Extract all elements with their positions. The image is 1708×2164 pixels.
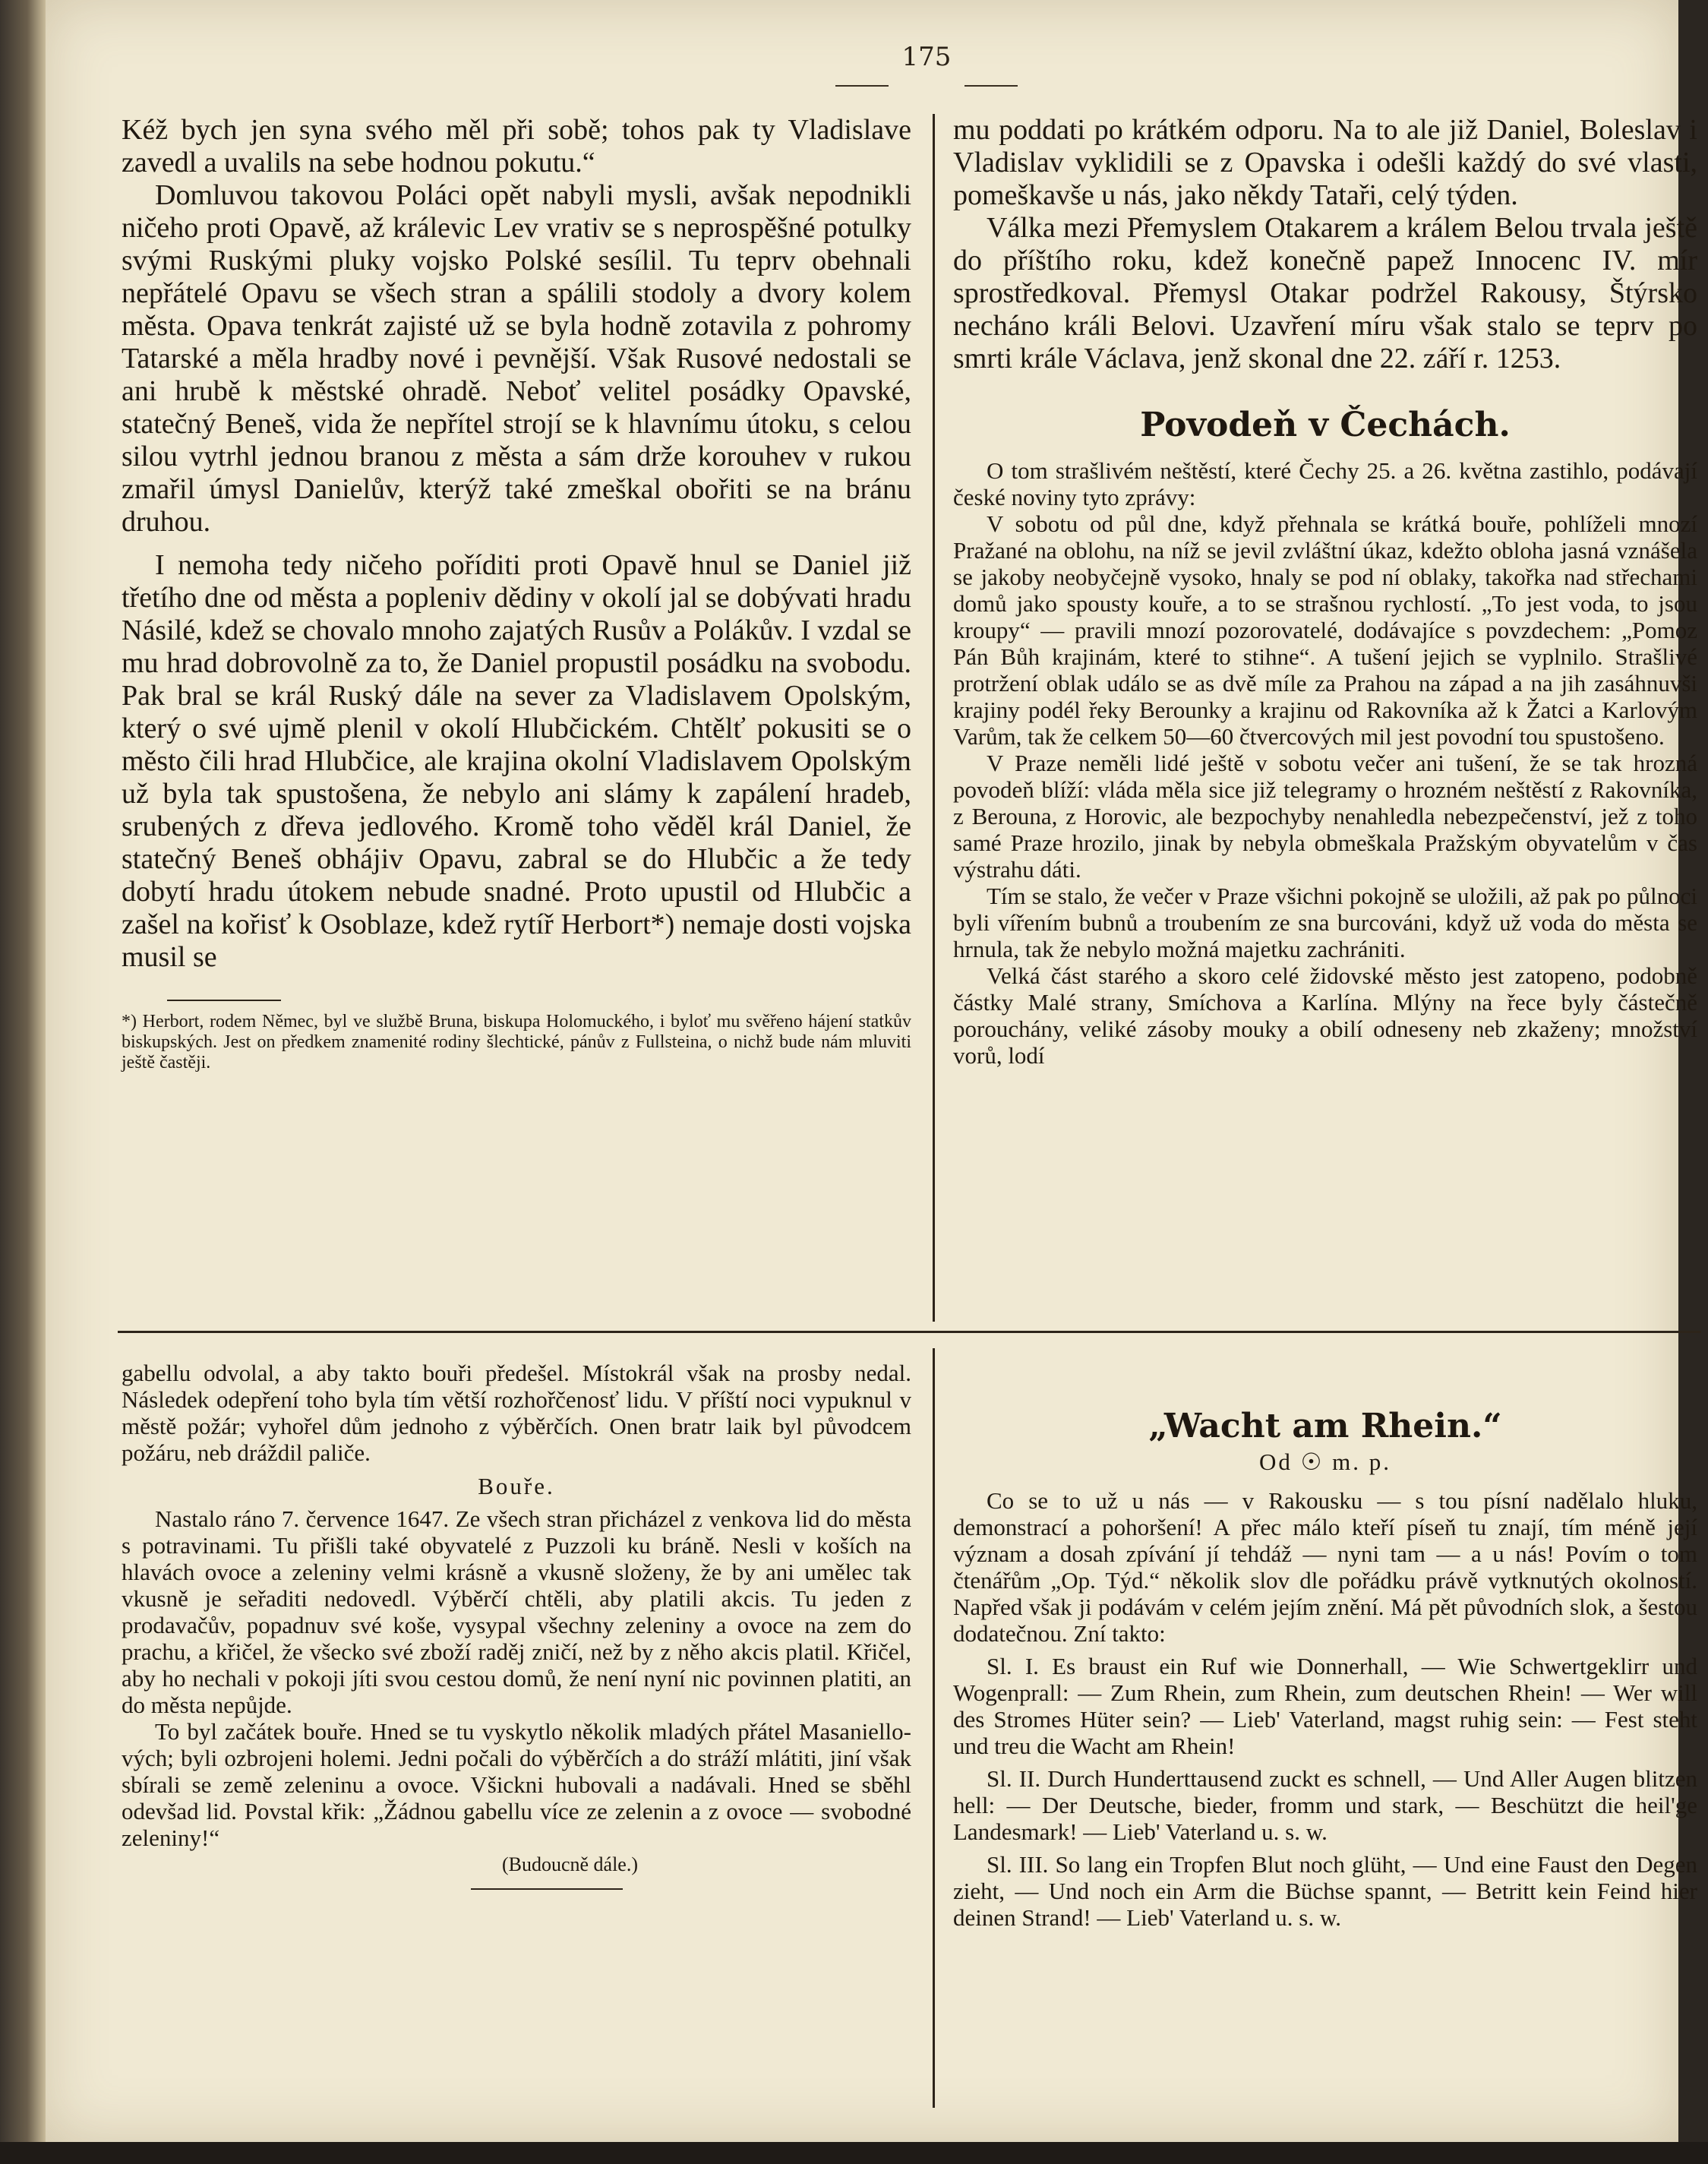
- paragraph: To byl začátek bouře. Hned se tu vyskytlo několik mladých přátel Masaniello-vých; byli ozbrojeni holemi. Jedni počali do výběrčích a do stráží mlátiti, jiní však sbírali se země zeleninu a ovoce. Všickni hubovali a nadávali. Hned se sběhl odevšad lid. Povstal křik: „Žádnou gabellu více ze zelenin a z ovoce — svobodné zeleniny!“: [122, 1718, 911, 1851]
- book-spine: [0, 0, 46, 2164]
- article-byline: Od ☉ m. p.: [1258, 1448, 1392, 1475]
- newspaper-page: [46, 0, 1697, 2142]
- page-number-rule-left: [835, 85, 889, 87]
- paragraph: Válka mezi Přemyslem Otakarem a králem Belou trvala ještě do příštího roku, kdež konečně papež Innocenc IV. mír sprostředkoval. Přemysl Otakar podržel Rakousy, Štýrsko necháno králi Belovi. Uzavření míru však stalo se teprv po smrti krále Václava, jenž skonal dne 22. září r. 1253.: [953, 212, 1697, 374]
- paragraph: Sl. III. So lang ein Tropfen Blut noch glüht, — Und eine Faust den Degen zieht, — Und noch ein Arm die Büchse spannt, — Betritt kein Feind hier deinen Strand! — Lieb' Vaterland u. s. w.: [953, 1851, 1697, 1931]
- paragraph: Kéž bych jen syna svého měl při sobě; tohos pak ty Vladislave zavedl a uvalils na sebe hodnou pokutu.“: [122, 114, 911, 178]
- paragraph: Co se to už u nás — v Rakousku — s tou písní nadělalo hluku, demonstrací a pohoršení! A přec málo kteří píseň tu znají, tím méně její význam a dosah zpívání jí tehdáž — nyni tam — a u nás! Povím o tom čtenářům „Op. Týd.“ několik slov dle pořádku právě vytknutých okolností. Napřed však ji podávám v celém jejím znění. Má pět původních slok, a šestou dodatečnou. Zní takto:: [953, 1487, 1697, 1647]
- bottom-right-column: [953, 1360, 1697, 1931]
- paragraph: Velká část starého a skoro celé židovské město jest zatopeno, podobně částky Malé strany, Smíchova a Karlína. Mlýny na řece byly částečně porouchány, veliké zásoby mouky a obilí odneseny neb zkaženy; množství vorů, lodí: [953, 962, 1697, 1069]
- paragraph: Sl. I. Es braust ein Ruf wie Donnerhall, — Wie Schwertgeklirr und Wogenprall: — Zum Rhein, zum Rhein, zum deutschen Rhein! — Wer will des Stromes Hüter sein? — Lieb' Vaterland, magst ruhig sein: — Fest steht und treu die Wacht am Rhein!: [953, 1653, 1697, 1759]
- paragraph: gabellu odvolal, a aby takto bouři předešel. Místokrál však na prosby nedal. Následek odepření toho byla tím větší rozhořčenosť lidu. V příští noci vypuknul v městě požár; vyhořel dům jednoho z výběrčích. Onen bratr laik byl původcem požáru, neb dráždil paliče.: [122, 1360, 911, 1466]
- continued-note: (Budoucně dále.): [501, 1853, 638, 1875]
- column-divider: [933, 114, 935, 1322]
- article-heading: Povodeň v Čechách.: [1140, 406, 1511, 444]
- article-heading: „Wacht am Rhein.“: [1148, 1407, 1502, 1445]
- paragraph: O tom strašlivém neštěstí, které Čechy 25. a 26. května zastihlo, podávají české noviny tyto zprávy:: [953, 457, 1697, 510]
- horizontal-divider: [118, 1331, 1701, 1333]
- bottom-left-column: [122, 1360, 911, 1890]
- top-left-column: [122, 114, 911, 1073]
- paragraph: V Praze neměli lidé ještě v sobotu večer ani tušení, že se tak hrozná povodeň blíží: vláda měla sice již telegramy o hrozném neštěstí z Rakovníka, z Berouna, z Horovic, ale bezpochyby nenahledla nebezpečenství, jež z toho samé Praze hrozilo, jinak by nebyla obmeškala Pražským obyvatelům v čas výstrahu dáti.: [953, 750, 1697, 883]
- paragraph: Nastalo ráno 7. července 1647. Ze všech stran přicházel z venkova lid do města s potravinami. Tu přišli také obyvatelé z Puzzoli ku bráně. Nesli v koších na hlavách ovoce a zeleniny velmi krásně a vkusně složeny, že by ani umělec tak vkusně je seřaditi nedovedl. Výběrčí chtěli, aby platili akcis. Tu jeden z prodavačův, popadnuv své koše, vysypal všechny zeleniny a ovoce na zem do prachu, a křičel, že všecko své zboží raděj zničí, než by z něho akcis platil. Křičel, aby ho nechali v pokoji jíti svou cestou domů, že není nyní nic povinnen platiti, an do města nepůjde.: [122, 1505, 911, 1718]
- page-number: 175: [901, 42, 952, 72]
- top-right-column: [953, 114, 1697, 1069]
- paragraph: V sobotu od půl dne, když přehnala se krátká bouře, pohlíželi mnozí Pražané na oblohu, na níž se jevil zvláštní úkaz, kdežto obloha jasná vznášela se jakoby neobyčejně vysoko, hnaly se pod ní oblaky, takořka nad střechami domů jako spousty kouře, a to se strašnou rychlostí. „To jest voda, to jsou kroupy“ — pravili mnozí pozorovatelé, dodávajíce s povzdechem: „Pomoz Pán Bůh krajinám, které to stihne“. A tušení jejich se vyplnilo. Strašlivé protržení oblak událo se as dvě míle za Prahou na západ a na jih zasáhnuvši krajiny podél řeky Berounky a krajinu od Rakovníka až k Žatci a Karlovým Varům, tak že celkem 50—60 čtvercových mil jest povodní tou spustošeno.: [953, 510, 1697, 750]
- page-number-rule-right: [964, 85, 1018, 87]
- paragraph: Domluvou takovou Poláci opět nabyli mysli, avšak nepodnikli ničeho proti Opavě, až králevic Lev vrativ se s neprospěšné potulky svými Ruskými pluky vojsko Polské sesílil. Tu teprv obehnali nepřátelé Opavu se všech stran a spálili stodoly a dvory kolem města. Opava tenkrát zajisté už se byla hodně zotavila z pohromy Tatarské a měla hradby nové i pevnější. Však Rusové nedostali se ani hrubě k městské ohradě. Neboť velitel posádky Opavské, statečný Beneš, vida že nepřítel strojí se k hlavnímu útoku, s celou silou vytrhl jednou branou z města a sám drže korouhev v rukou zmařil úmysl Danielův, kterýž také zmeškal obořiti se na bránu druhou.: [122, 179, 911, 538]
- paragraph: Sl. II. Durch Hunderttausend zuckt es schnell, — Und Aller Augen blitzen hell: — Der Deutsche, bieder, fromm und stark, — Beschützt die heil'ge Landesmark! — Lieb' Vaterland u. s. w.: [953, 1765, 1697, 1845]
- scan-bottom-edge: [0, 2142, 1708, 2164]
- end-rule: [471, 1888, 623, 1890]
- paragraph: mu poddati po krátkém odporu. Na to ale již Daniel, Boleslav i Vladislav vyklidili se z Opavska i odešli každý do své vlasti, pomeškavše u nás, jako někdy Tataři, celý týden.: [953, 114, 1697, 211]
- footnote: *) Herbort, rodem Němec, byl ve službě Bruna, biskupa Holomuckého, i byloť mu svěřeno hájení statkův biskupských. Jest on předkem znamenité rodiny šlechtické, pánův z Fullsteina, o nichž bude nám mluviti ještě častěji.: [122, 1012, 911, 1073]
- column-divider: [933, 1348, 935, 2108]
- paragraph: Tím se stalo, že večer v Praze všichni pokojně se uložili, až pak po půlnoci byli vířením bubnů a troubením ze sna burcováni, když už voda do města se hrnula, tak že nebylo možná majetku zachrániti.: [953, 883, 1697, 962]
- footnote-rule: [167, 1000, 281, 1001]
- section-subheading: Bouře.: [478, 1473, 555, 1499]
- paragraph: I nemoha tedy ničeho poříditi proti Opavě hnul se Daniel již třetího dne od města a popleniv dědiny v okolí jal se dobývati hradu Násilé, kdež se chovalo mnoho zajatých Rusův a Polákův. I vzdal se mu hrad dobrovolně za to, že Daniel propustil posádku na svobodu. Pak bral se král Ruský dále na sever za Vladislavem Opolským, který o své ujmě plenil v okolí Hlubčickém. Chtělť pokusiti se o město čili hrad Hlubčice, ale krajina okolní Vladislavem Opolským už byla tak spustošena, že nebylo ani slámy k zapálení hradeb, srubených z dřeva jedlového. Kromě toho věděl král Daniel, že statečný Beneš obhájiv Opavu, zabral se do Hlubčic a že tedy dobytí hradu útokem nebude snadné. Proto upustil od Hlubčic a zašel na kořisť k Osoblaze, kdež rytíř Herbort*) nemaje dosti vojska musil se: [122, 549, 911, 973]
